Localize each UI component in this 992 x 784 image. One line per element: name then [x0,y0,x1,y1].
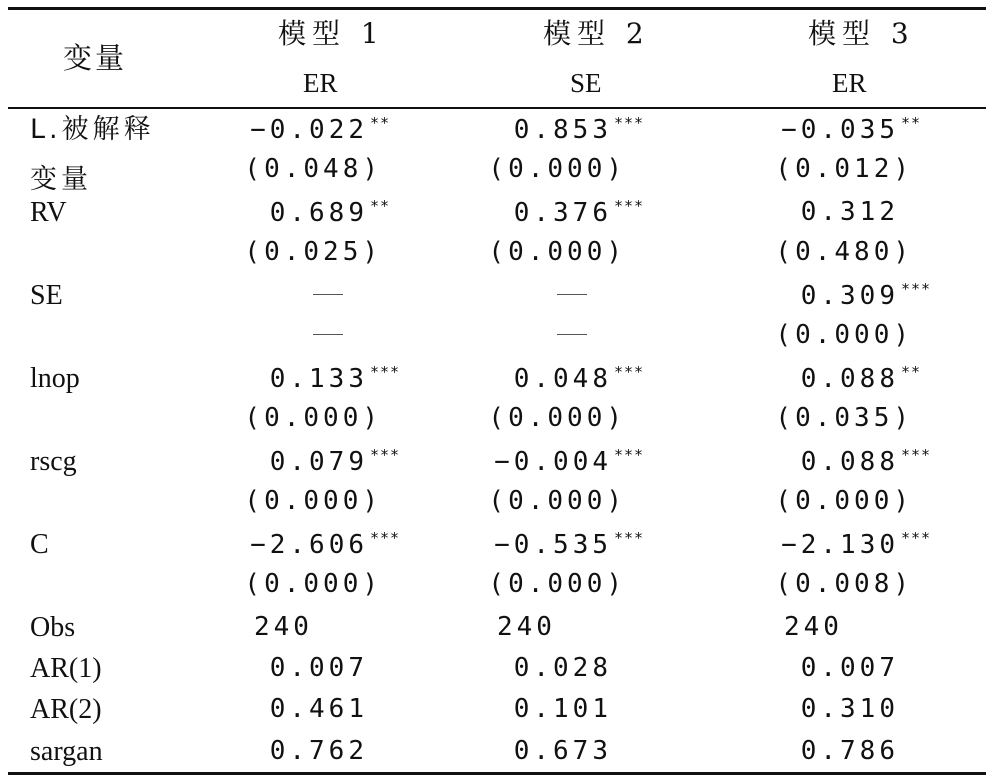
coefficient-cell [514,199,644,226]
significance-stars: *** [614,197,645,215]
variable-column-header: 变量 [63,41,128,75]
stat-label-ar2: AR(2) [30,694,102,725]
row-label-se: SE [30,280,63,311]
standard-error-cell: (0.000) [488,403,626,433]
coefficient-cell [514,365,644,392]
significance-stars: *** [370,446,401,464]
coefficient-cell [270,448,400,475]
coefficient-value: 0.133 [269,364,368,394]
row-label-lnop: lnop [30,363,80,394]
significance-stars: *** [901,280,932,298]
empty-cell-dash [313,334,343,335]
coefficient-cell [801,365,921,392]
empty-cell-dash [313,294,343,295]
significance-stars: ** [901,114,922,132]
coefficient-value: 0.689 [269,198,368,228]
standard-error-cell: (0.000) [775,320,913,350]
coefficient-cell [250,116,390,143]
significance-stars: *** [370,529,401,547]
coefficient-value: 0.312 [800,197,899,227]
table-top-rule [8,7,986,10]
significance-stars: *** [901,446,932,464]
statistic-cell: 240 [254,612,313,642]
coefficient-cell [801,448,931,475]
model-3-dependent: ER [832,68,867,98]
standard-error-cell: (0.000) [244,486,382,516]
standard-error-cell: (0.000) [244,403,382,433]
coefficient-value: 0.376 [513,198,612,228]
coefficient-value: −2.606 [250,530,368,560]
coefficient-value: 0.853 [513,115,612,145]
row-label-constant: C [30,529,49,560]
coefficient-value: −0.004 [494,447,612,477]
standard-error-cell: (0.480) [775,237,913,267]
statistic-cell: 0.310 [800,694,899,724]
empty-cell-dash [557,334,587,335]
standard-error-cell: (0.000) [244,569,382,599]
coefficient-cell [250,531,400,558]
row-label-lagged-dependent: L.被解释 [30,114,155,145]
standard-error-cell: (0.012) [775,154,913,184]
standard-error-cell: (0.000) [488,154,626,184]
coefficient-value: 0.088 [800,447,899,477]
statistic-cell: 0.673 [513,736,612,766]
statistic-cell: 240 [497,612,556,642]
standard-error-cell: (0.000) [488,569,626,599]
coefficient-value: 0.088 [800,364,899,394]
coefficient-value: −2.130 [781,530,899,560]
row-label-lagged-dependent-line2: 变量 [30,164,92,195]
row-label-rv: RV [30,197,67,228]
stat-label-ar1: AR(1) [30,653,102,684]
significance-stars: *** [614,446,645,464]
significance-stars: *** [614,363,645,381]
coefficient-cell [514,116,644,143]
standard-error-cell: (0.008) [775,569,913,599]
statistic-cell: 0.762 [269,736,368,766]
significance-stars: *** [614,114,645,132]
standard-error-cell: (0.000) [488,486,626,516]
table-bottom-rule [8,772,986,775]
coefficient-cell [494,531,644,558]
significance-stars: ** [370,114,391,132]
standard-error-cell: (0.000) [488,237,626,267]
statistic-cell: 0.007 [269,653,368,683]
coefficient-cell [270,365,400,392]
coefficient-value: −0.022 [250,115,368,145]
stat-label-sargan: sargan [30,736,103,767]
row-label-rscg: rscg [30,446,77,477]
standard-error-cell: (0.000) [775,486,913,516]
table-header-rule [8,107,986,109]
standard-error-cell: (0.035) [775,403,913,433]
coefficient-cell [270,199,390,226]
statistic-cell: 240 [784,612,843,642]
coefficient-value: 0.048 [513,364,612,394]
significance-stars: *** [370,363,401,381]
statistic-cell: 0.786 [800,736,899,766]
statistic-cell: 0.007 [800,653,899,683]
model-2-header: 模型 2 [543,17,650,50]
coefficient-cell [494,448,644,475]
coefficient-cell [801,199,899,225]
coefficient-cell [781,531,931,558]
standard-error-cell: (0.048) [244,154,382,184]
model-3-header: 模型 3 [808,17,915,50]
statistic-cell: 0.461 [269,694,368,724]
model-1-header: 模型 1 [278,17,385,50]
standard-error-cell: (0.025) [244,237,382,267]
coefficient-cell [801,282,931,309]
significance-stars: ** [370,197,391,215]
significance-stars: *** [901,529,932,547]
coefficient-value: −0.535 [494,530,612,560]
statistic-cell: 0.101 [513,694,612,724]
statistic-cell: 0.028 [513,653,612,683]
coefficient-value: −0.035 [781,115,899,145]
coefficient-value: 0.309 [800,281,899,311]
model-1-dependent: ER [303,68,338,98]
coefficient-value: 0.079 [269,447,368,477]
significance-stars: *** [614,529,645,547]
significance-stars: ** [901,363,922,381]
empty-cell-dash [557,294,587,295]
model-2-dependent: SE [570,68,602,98]
stat-label-obs: Obs [30,612,76,643]
coefficient-cell [781,116,921,143]
